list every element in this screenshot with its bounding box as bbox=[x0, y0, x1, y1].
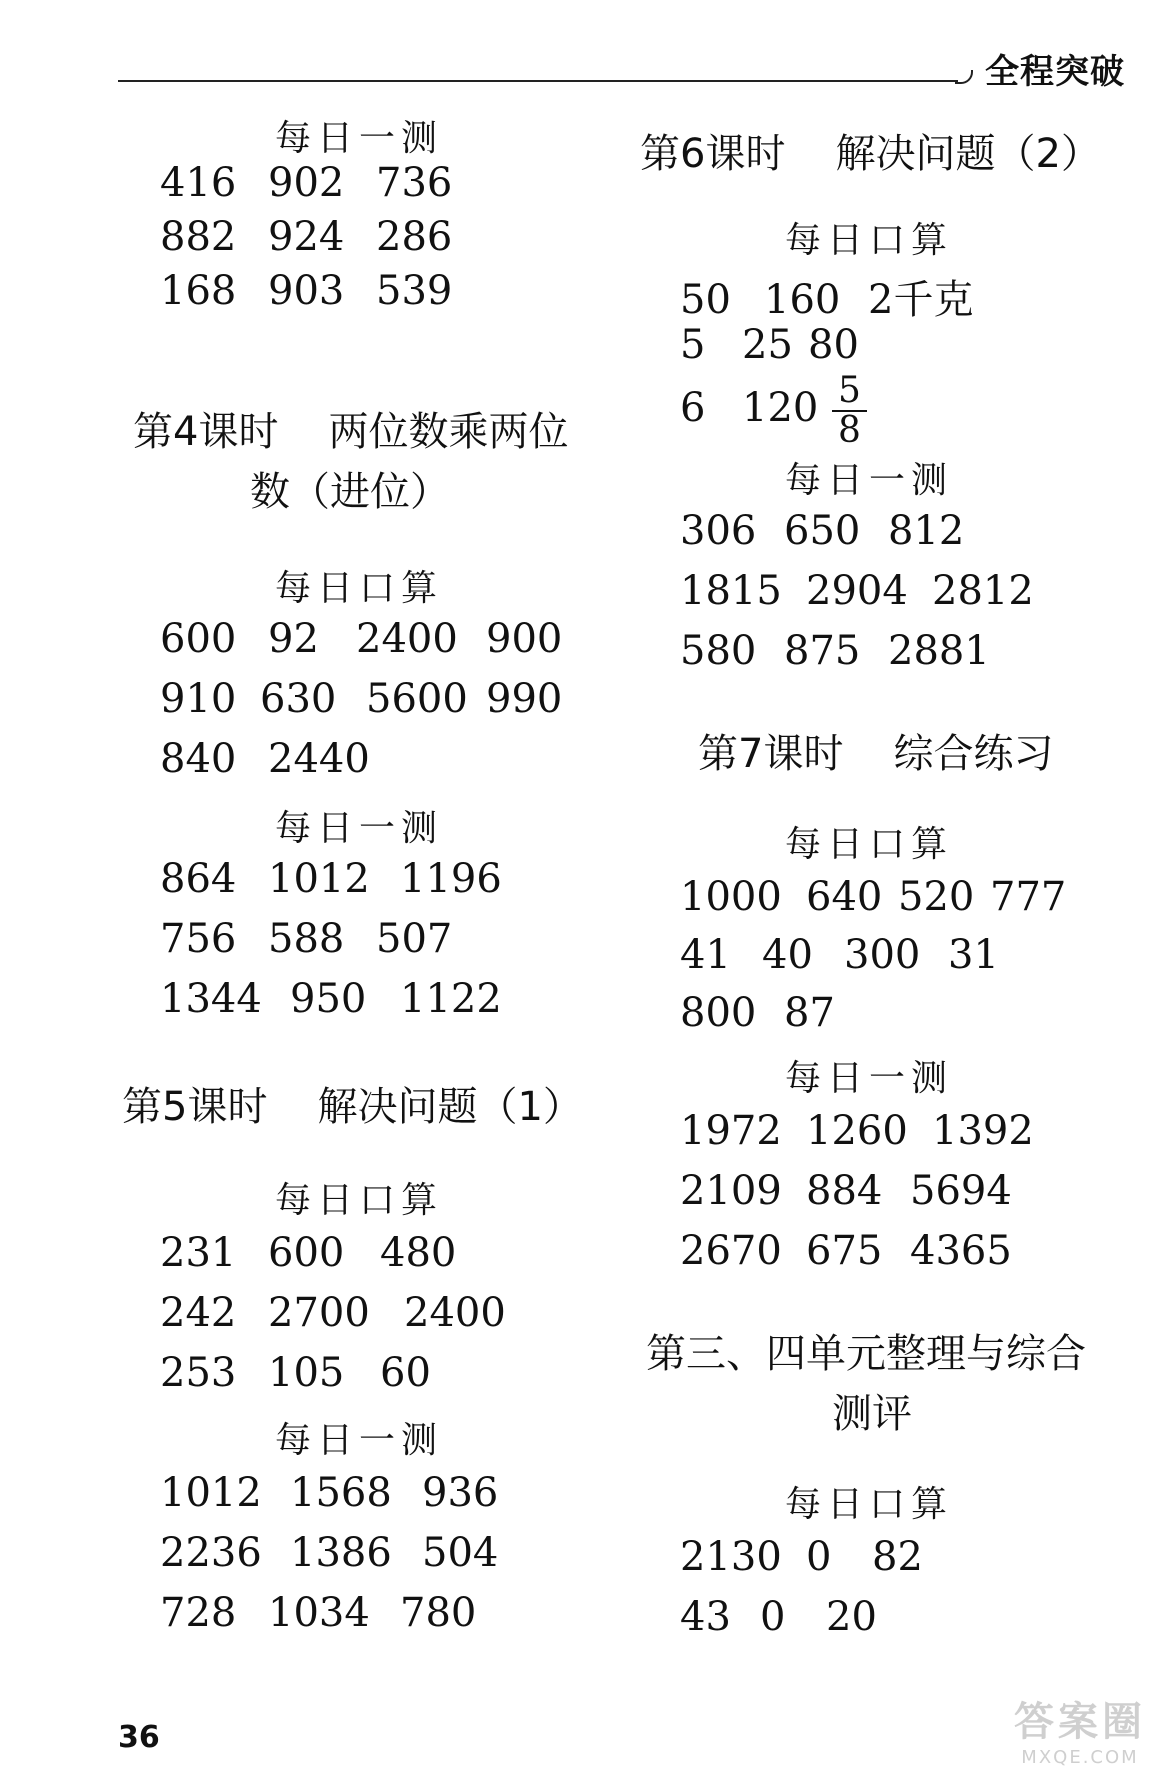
answer: 2236 bbox=[160, 1530, 262, 1576]
lesson-number: 第4课时 bbox=[133, 409, 279, 455]
header-rule bbox=[118, 80, 958, 82]
answer-row bbox=[680, 1228, 1012, 1274]
answer: 800 bbox=[680, 990, 757, 1036]
answer: 1012 bbox=[160, 1470, 262, 1516]
answer: 884 bbox=[806, 1168, 883, 1214]
subheading: 每日一测 bbox=[785, 460, 954, 501]
answer: 2670 bbox=[680, 1228, 782, 1274]
answer: 520 bbox=[898, 874, 975, 920]
answer: 640 bbox=[806, 874, 883, 920]
answer: 650 bbox=[784, 508, 861, 554]
answer-row bbox=[680, 268, 973, 325]
answer: 600 bbox=[268, 1230, 345, 1276]
answer: 6 bbox=[680, 384, 706, 431]
answer: 480 bbox=[380, 1230, 457, 1276]
subheading: 每日口算 bbox=[275, 568, 444, 609]
answer-row bbox=[680, 932, 999, 978]
answer-row bbox=[680, 990, 835, 1036]
answer: 4365 bbox=[910, 1228, 1012, 1274]
answer: 675 bbox=[806, 1228, 883, 1274]
answer: 87 bbox=[784, 990, 835, 1036]
answer: 2881 bbox=[888, 628, 990, 674]
header-curl bbox=[955, 70, 973, 84]
answer: 903 bbox=[268, 268, 345, 314]
subheading: 每日口算 bbox=[785, 1484, 954, 1525]
page-number: 36 bbox=[118, 1720, 160, 1755]
answer: 2440 bbox=[268, 736, 370, 782]
answer: 1815 bbox=[680, 568, 782, 614]
answer: 231 bbox=[160, 1230, 237, 1276]
answer: 1386 bbox=[290, 1530, 392, 1576]
subheading: 每日一测 bbox=[275, 808, 444, 849]
answer-row bbox=[680, 508, 964, 554]
answer: 306 bbox=[680, 508, 757, 554]
answer-row bbox=[160, 1230, 456, 1276]
answer: 300 bbox=[844, 932, 921, 978]
section-heading-continued: 测评 bbox=[832, 1391, 912, 1437]
answer: 924 bbox=[268, 214, 345, 260]
answer: 50 bbox=[680, 277, 731, 323]
answer: 840 bbox=[160, 736, 237, 782]
answer: 2700 bbox=[268, 1290, 370, 1336]
answer-row bbox=[160, 1290, 506, 1336]
answer-row bbox=[160, 1590, 476, 1636]
answer: 25 bbox=[742, 322, 793, 368]
answer: 588 bbox=[268, 916, 345, 962]
answer: 728 bbox=[160, 1590, 237, 1636]
answer: 882 bbox=[160, 214, 237, 260]
answer: 1972 bbox=[680, 1108, 782, 1154]
answer-row bbox=[160, 1530, 498, 1576]
answer: 5 bbox=[680, 322, 706, 368]
section-heading bbox=[122, 1075, 583, 1132]
answer: 936 bbox=[422, 1470, 499, 1516]
subheading: 每日口算 bbox=[785, 220, 954, 261]
lesson-title: 两位数乘两位 bbox=[328, 409, 569, 455]
answer: 950 bbox=[290, 976, 367, 1022]
answer-row bbox=[680, 1534, 923, 1580]
watermark-text: 答案圈 bbox=[1014, 1699, 1146, 1745]
answer: 780 bbox=[400, 1590, 477, 1636]
answer: 1122 bbox=[400, 976, 502, 1022]
answer: 504 bbox=[422, 1530, 499, 1576]
answer-row bbox=[160, 736, 370, 782]
answer: 2109 bbox=[680, 1168, 782, 1214]
answer: 600 bbox=[160, 616, 237, 662]
answer: 1196 bbox=[400, 856, 502, 902]
answer-row bbox=[160, 916, 452, 962]
answer: 756 bbox=[160, 916, 237, 962]
answer-row bbox=[160, 616, 562, 662]
section-heading-continued: 数（进位） bbox=[250, 469, 450, 515]
answer: 120 bbox=[742, 384, 819, 431]
answer: 1392 bbox=[932, 1108, 1034, 1154]
fraction-denominator: 8 bbox=[838, 409, 861, 451]
lesson-number: 第6课时 bbox=[640, 131, 786, 177]
answer: 630 bbox=[260, 676, 337, 722]
answer: 82 bbox=[872, 1534, 923, 1580]
answer: 2904 bbox=[806, 568, 908, 614]
answer-row bbox=[680, 628, 990, 674]
answer: 5694 bbox=[910, 1168, 1012, 1214]
subheading: 每日一测 bbox=[275, 1420, 444, 1461]
answer: 902 bbox=[268, 160, 345, 206]
lesson-number: 第7课时 bbox=[698, 731, 844, 777]
answer: 60 bbox=[380, 1350, 431, 1396]
answer-row bbox=[160, 676, 562, 722]
answer-row bbox=[160, 856, 502, 902]
answer: 168 bbox=[160, 268, 237, 314]
answer-row bbox=[680, 322, 859, 368]
answer: 1568 bbox=[290, 1470, 392, 1516]
answer-row bbox=[160, 214, 452, 260]
answer: 1344 bbox=[160, 976, 262, 1022]
answer: 31 bbox=[948, 932, 999, 978]
answer: 253 bbox=[160, 1350, 237, 1396]
subheading: 每日口算 bbox=[275, 1180, 444, 1221]
answer: 1000 bbox=[680, 874, 782, 920]
answer: 20 bbox=[826, 1594, 877, 1640]
answer: 875 bbox=[784, 628, 861, 674]
answer: 2千克 bbox=[868, 277, 974, 323]
answer: 2812 bbox=[932, 568, 1034, 614]
answer-row bbox=[160, 1350, 431, 1396]
answer: 40 bbox=[762, 932, 813, 978]
fraction bbox=[832, 372, 867, 450]
answer: 736 bbox=[376, 160, 453, 206]
answer-row bbox=[160, 976, 502, 1022]
answer-row bbox=[680, 1594, 877, 1640]
answer: 812 bbox=[888, 508, 965, 554]
watermark-url: MXQE.COM bbox=[1021, 1747, 1139, 1768]
answer: 105 bbox=[268, 1350, 345, 1396]
section-heading: 第三、四单元整理与综合 bbox=[646, 1331, 1086, 1377]
answer: 777 bbox=[990, 874, 1067, 920]
lesson-title: 解决问题（2） bbox=[835, 131, 1101, 177]
answer: 2400 bbox=[356, 616, 458, 662]
section-heading bbox=[698, 722, 1053, 779]
answer: 2130 bbox=[680, 1534, 782, 1580]
subheading: 每日一测 bbox=[785, 1058, 954, 1099]
fraction-numerator: 5 bbox=[832, 372, 867, 412]
answer: 43 bbox=[680, 1594, 731, 1640]
answer: 2400 bbox=[404, 1290, 506, 1336]
answer: 1034 bbox=[268, 1590, 370, 1636]
subheading: 每日一测 bbox=[275, 118, 444, 159]
answer-row bbox=[680, 1108, 1034, 1154]
answer: 990 bbox=[486, 676, 563, 722]
section-heading bbox=[133, 400, 568, 457]
answer: 0 bbox=[806, 1534, 832, 1580]
answer: 80 bbox=[808, 322, 859, 368]
watermark-logo bbox=[1000, 1690, 1160, 1780]
brand-title: 全程突破 bbox=[985, 52, 1125, 92]
answer: 416 bbox=[160, 160, 237, 206]
answer: 92 bbox=[268, 616, 319, 662]
answer-row bbox=[160, 268, 452, 314]
answer-row bbox=[680, 874, 1066, 920]
answer-row bbox=[160, 160, 452, 206]
answer: 900 bbox=[486, 616, 563, 662]
answer-row bbox=[680, 1168, 1012, 1214]
answer: 242 bbox=[160, 1290, 237, 1336]
lesson-title: 解决问题（1） bbox=[317, 1084, 583, 1130]
answer: 41 bbox=[680, 932, 731, 978]
answer: 507 bbox=[376, 916, 453, 962]
answer: 580 bbox=[680, 628, 757, 674]
answer: 0 bbox=[760, 1594, 786, 1640]
answer-row bbox=[680, 372, 867, 450]
answer: 864 bbox=[160, 856, 237, 902]
section-heading bbox=[640, 122, 1101, 179]
answer-row bbox=[160, 1470, 498, 1516]
answer: 910 bbox=[160, 676, 237, 722]
lesson-number: 第5课时 bbox=[122, 1084, 268, 1130]
subheading: 每日口算 bbox=[785, 824, 954, 865]
lesson-title: 综合练习 bbox=[893, 731, 1054, 777]
answer: 160 bbox=[764, 277, 841, 323]
answer-row bbox=[680, 568, 1034, 614]
answer: 286 bbox=[376, 214, 453, 260]
answer: 1260 bbox=[806, 1108, 908, 1154]
answer: 539 bbox=[376, 268, 453, 314]
answer: 5600 bbox=[366, 676, 468, 722]
answer: 1012 bbox=[268, 856, 370, 902]
